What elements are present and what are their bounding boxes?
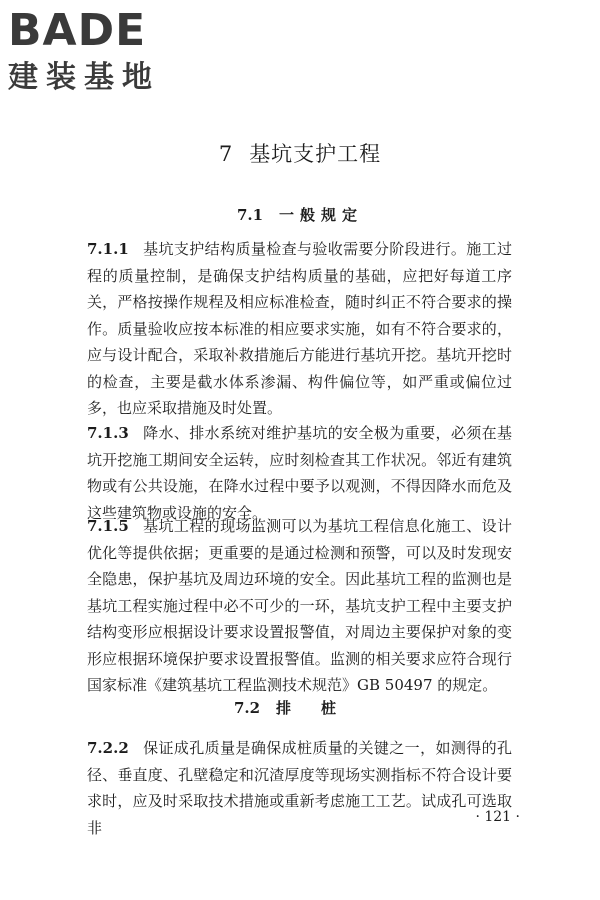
clause-text: 基坑支护结构质量检查与验收需要分阶段进行。施工过程的质量控制，是确保支护结构质量的基础，应把好每道工序关，严格按操作规程及相应标准检查，随时纠正不符合要求的操作。质量验收应按本标准的相应要求实施，如有不符合要求的，应与设计配合，采取补救措施后方能进行基坑开挖。基坑开挖时的检查，主要是截水体系渗漏、构件偏位等，如严重或偏位过多，也应采取措施及时处置。 <box>87 240 512 417</box>
section-heading <box>0 204 600 226</box>
clause-paragraph <box>87 236 512 422</box>
logo-brand-text: BADE <box>8 5 147 56</box>
section-title: 一般规定 <box>279 206 364 224</box>
clause-number: 7.1.3 <box>87 424 129 442</box>
section-number: 7.2 <box>233 699 261 717</box>
chapter-number: 7 <box>218 142 234 166</box>
clause-text: 降水、排水系统对维护基坑的安全极为重要，必须在基坑开挖施工期间安全运转，应时刻检查其工作状况。邻近有建筑物或有公共设施，在降水过程中要予以观测，不得因降水而危及这些建筑物或设施的安全。 <box>87 424 512 522</box>
section-heading <box>0 697 600 719</box>
bade-logo <box>8 6 188 106</box>
logo-subtitle-text: 建装基地 <box>8 60 160 95</box>
clause-text: 基坑工程的现场监测可以为基坑工程信息化施工、设计优化等提供依据；更重要的是通过检测和预警，可以及时发现安全隐患，保护基坑及周边环境的安全。因此基坑工程的监测也是基坑工程实施过程中必不可少的一环，基坑支护工程中主要支护结构变形应根据设计要求设置报警值，对周边主要保护对象的变形应根据环境保护要求设置报警值。监测的相关要求应符合现行国家标准《建筑基坑工程监测技术规范》GB 50497 的规定。 <box>87 517 512 694</box>
clause-paragraph <box>87 513 512 699</box>
chapter-title: 基坑支护工程 <box>249 142 382 166</box>
clause-number: 7.1.5 <box>87 517 129 535</box>
clause-text: 保证成孔质量是确保成桩质量的关键之一，如测得的孔径、垂直度、孔壁稳定和沉渣厚度等现场实测指标不符合设计要求时，应及时采取技术措施或重新考虑施工工艺。试成孔可选取非 <box>87 739 512 837</box>
clause-paragraph <box>87 420 512 526</box>
chapter-heading <box>0 139 600 169</box>
section-number: 7.1 <box>236 206 264 224</box>
clause-number: 7.1.1 <box>87 240 129 258</box>
clause-number: 7.2.2 <box>87 739 129 757</box>
page-number: · 121 · <box>475 809 520 825</box>
section-title: 排桩 <box>276 699 367 717</box>
